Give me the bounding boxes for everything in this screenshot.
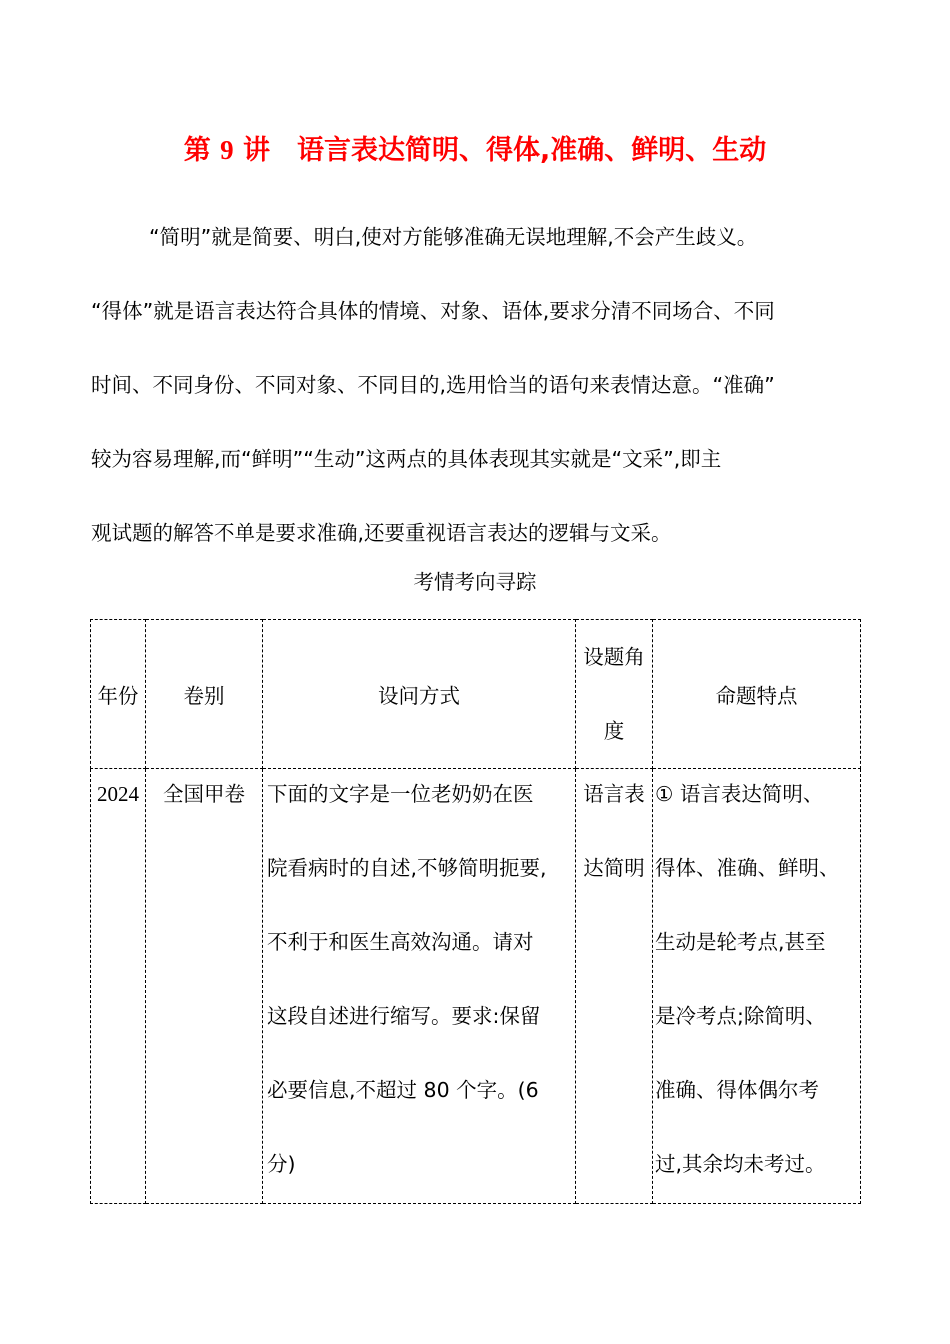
intro-line-3: 时间、不同身份、不同对象、不同目的,选用恰当的语句来表情达意。“准确” [91, 373, 775, 397]
method-line: 必要信息,不超过 80 个字。(6 [267, 1078, 539, 1102]
table-caption: 考情考向寻踪 [413, 570, 537, 594]
angle-line: 达简明 [583, 856, 645, 880]
year-value: 2024 [97, 782, 139, 806]
table-row [91, 769, 861, 1204]
method-line: 这段自述进行缩写。要求:保留 [267, 1004, 541, 1028]
header-angle [576, 620, 653, 769]
feature-line: ① 语言表达简明、 [655, 782, 824, 806]
header-angle-line-2: 度 [603, 719, 625, 743]
cell-method [263, 769, 576, 1204]
feature-line: 生动是轮考点,甚至 [655, 930, 826, 954]
title-number: 9 [220, 135, 234, 165]
cell-year [91, 769, 146, 1204]
feature-line: 是冷考点;除简明、 [655, 1004, 826, 1028]
feature-line: 过,其余均未考过。 [655, 1152, 826, 1176]
method-line: 院看病时的自述,不够简明扼要, [267, 856, 547, 880]
exam-trend-table [90, 619, 861, 1204]
method-text [263, 757, 575, 1201]
method-line: 下面的文字是一位老奶奶在医 [267, 782, 534, 806]
header-year: 年份 [91, 620, 146, 769]
intro-line-4: 较为容易理解,而“鲜明”“生动”这两点的具体表现其实就是“文采”,即主 [91, 447, 722, 471]
paper-value: 全国甲卷 [163, 782, 245, 806]
header-angle-line-1: 设题角 [583, 645, 645, 669]
cell-paper [146, 769, 263, 1204]
intro-line-2: “得体”就是语言表达符合具体的情境、对象、语体,要求分清不同场合、不同 [91, 299, 775, 323]
intro-line-5: 观试题的解答不单是要求准确,还要重视语言表达的逻辑与文采。 [91, 521, 672, 545]
table-header-row [91, 620, 861, 769]
header-paper: 卷别 [146, 620, 263, 769]
header-feature: 命题特点 [653, 620, 861, 769]
method-line: 分) [267, 1152, 296, 1176]
title-rest: 讲 语言表达简明、得体,准确、鲜明、生动 [243, 135, 767, 166]
title-prefix: 第 [183, 135, 211, 166]
intro-line-1: “简明”就是简要、明白,使对方能够准确无误地理解,不会产生歧义。 [149, 225, 758, 249]
feature-line: 得体、准确、鲜明、 [655, 856, 840, 880]
feature-line: 准确、得体偶尔考 [655, 1078, 819, 1102]
intro-paragraph [91, 200, 861, 570]
method-line: 不利于和医生高效沟通。请对 [267, 930, 534, 954]
cell-feature [653, 769, 861, 1204]
header-method: 设问方式 [263, 620, 576, 769]
page-title [0, 130, 950, 171]
angle-line: 语言表 [583, 782, 645, 806]
feature-text [653, 757, 860, 1201]
cell-angle [576, 769, 653, 1204]
angle-text [576, 757, 652, 905]
